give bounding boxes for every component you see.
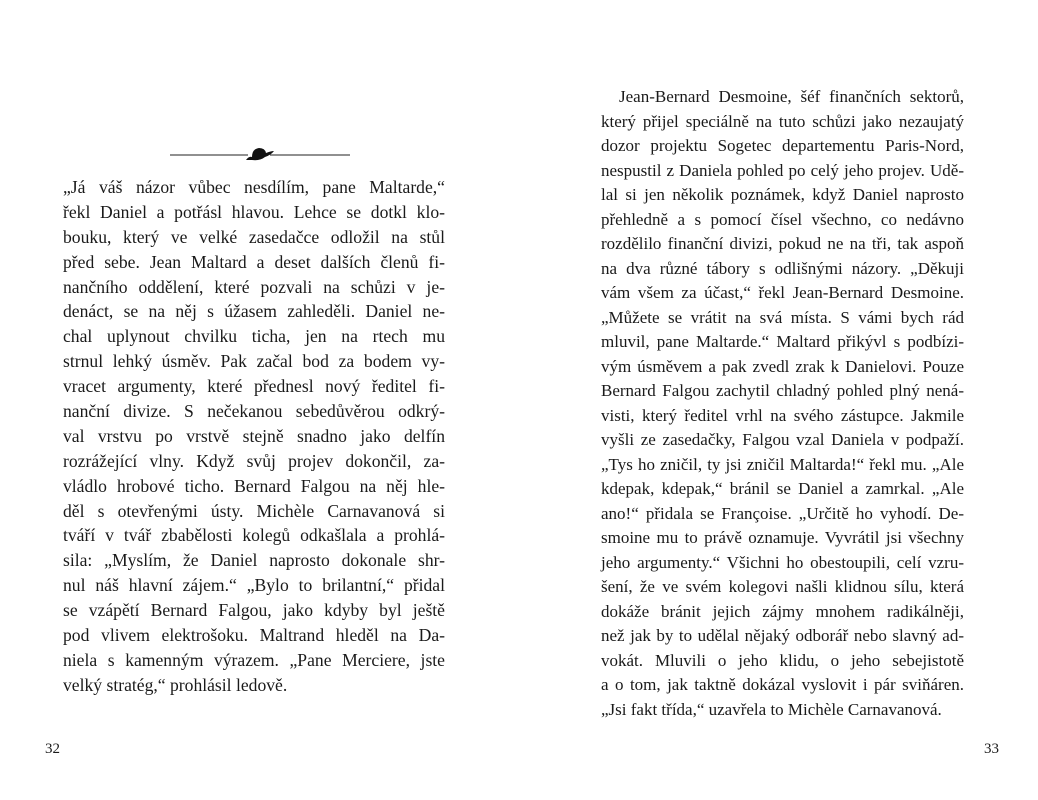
left-page-text [63, 175, 445, 698]
text-line: sila: „Myslím, že Daniel naprosto dokonale shr- [63, 550, 445, 571]
text-line: val vrstvu po vrstvě stejně snadno jako delfín [63, 425, 445, 446]
text-line: „Tys ho zničil, ty jsi zničil Maltarda!“ řekl mu. „Ale [601, 454, 964, 474]
text-line: vyšli ze zasedačky, Falgou vzal Daniela v podpaží. [601, 430, 964, 449]
text-line: nespustil z Daniela pohled po celý jeho projev. Udě- [601, 160, 964, 180]
text-line: „Já váš názor vůbec nesdílím, pane Maltarde,“ [63, 177, 445, 197]
text-line: Jean-Bernard Desmoine, šéf finančních sektorů, [619, 87, 964, 106]
text-line: dozor projektu Sogetec departementu Paris-Nord, [601, 136, 964, 155]
text-line: chal uplynout chvilku ticha, jen na rtech mu [63, 326, 445, 347]
text-line: před sebe. Jean Maltard a deset dalších členů fi- [63, 251, 445, 272]
text-line: denáct, se na něj s úžasem zahleděli. Daniel ne- [63, 301, 445, 322]
text-line: pod vlivem elektrošoku. Maltrand hleděl na Da- [63, 625, 445, 646]
text-line: „Jsi fakt třída,“ uzavřela to Michèle Carnavanová. [601, 699, 942, 719]
text-line: vládlo hrobové ticho. Bernard Falgou na něj hle- [63, 475, 445, 496]
text-line: se vzápětí Bernard Falgou, jako kdyby byl ještě [63, 600, 445, 621]
text-line: bouku, který ve velké zasedačce odložil na stůl [63, 226, 445, 247]
right-page [519, 0, 1038, 800]
text-line: šení, že ve svém kolegovi našli klidnou sílu, která [601, 577, 964, 596]
text-line: velký stratég,“ prohlásil ledově. [63, 674, 288, 695]
text-line: lal si jen několik poznámek, když Daniel naprosto [601, 185, 964, 204]
text-line: visti, který ředitel vrhl na svého zástupce. Jakmile [601, 405, 964, 425]
text-line: a o tom, jak taktně dokázal vyslovit i pár sviňáren. [601, 675, 964, 694]
text-line: mluvil, pane Maltarde.“ Maltard přikývl s podbízi- [601, 332, 964, 351]
page-number-left: 32 [45, 741, 60, 757]
text-line: řekl Daniel a potřásl hlavou. Lehce se dotkl klo- [63, 201, 445, 222]
text-line: nančního oddělení, které pozvali na schůzi v je- [63, 276, 445, 297]
text-line: ano!“ přidala se Françoise. „Určitě ho vyhodí. De- [601, 503, 964, 523]
text-line: nanční divize. S nečekanou sebedůvěrou odkrý- [63, 401, 445, 422]
text-line: smoine mu to právě oznamuje. Vyvrátil jsi všechny [601, 528, 964, 547]
text-line: rozdělilo finanční divizi, pokud ne na tři, tak aspoň [601, 234, 964, 253]
hat-ornament-icon [170, 140, 350, 170]
text-line: vracet argumenty, které přednesl nový ředitel fi- [63, 376, 445, 397]
text-line: rozrážející vlny. Když svůj projev dokončil, za- [63, 450, 445, 471]
text-line: který přijel speciálně na tuto schůzi jako nezaujatý [601, 111, 964, 131]
text-line: niela s kamenným výrazem. „Pane Merciere, jste [63, 649, 445, 670]
right-page-text [601, 85, 964, 722]
page-number-right: 33 [984, 741, 999, 757]
text-line: strnul lehký úsměv. Pak začal bod za bodem vy- [63, 351, 445, 372]
text-line: tváří v tvář zbabělosti kolegů odkašlala a prohlá- [63, 525, 445, 546]
text-line: vokát. Mluvili o jeho klidu, o jeho sebejistotě [601, 650, 964, 670]
text-line: kdepak, kdepak,“ bránil se Daniel a zamrkal. „Ale [601, 479, 964, 498]
text-line: přehledně a s pomocí čísel všechno, co nedávno [601, 209, 964, 229]
text-line: „Můžete se vrátit na svá místa. S vámi bych rád [601, 307, 964, 327]
text-line: vám všem za účast,“ řekl Jean-Bernard Desmoine. [601, 283, 964, 302]
text-line: jeho argumenty.“ Všichni ho obestoupili, celí vzru- [601, 552, 964, 572]
text-line: Bernard Falgou zachytil chladný pohled plný nená- [601, 381, 964, 400]
text-line: nul náš hlavní zájem.“ „Bylo to brilantní,“ přidal [63, 575, 445, 596]
text-line: vým úsměvem a pak zvedl zrak k Danielovi. Pouze [601, 356, 964, 376]
text-line: než jak by to udělal nějaký odborář nebo slavný ad- [601, 626, 964, 645]
text-line: dokáže bránit jejich zájmy mnohem radikálněji, [601, 601, 964, 621]
text-line: děl s otevřenými ústy. Michèle Carnavanová si [63, 500, 445, 521]
text-line: na dva různé tábory s odlišnými názory. „Děkuji [601, 258, 964, 278]
